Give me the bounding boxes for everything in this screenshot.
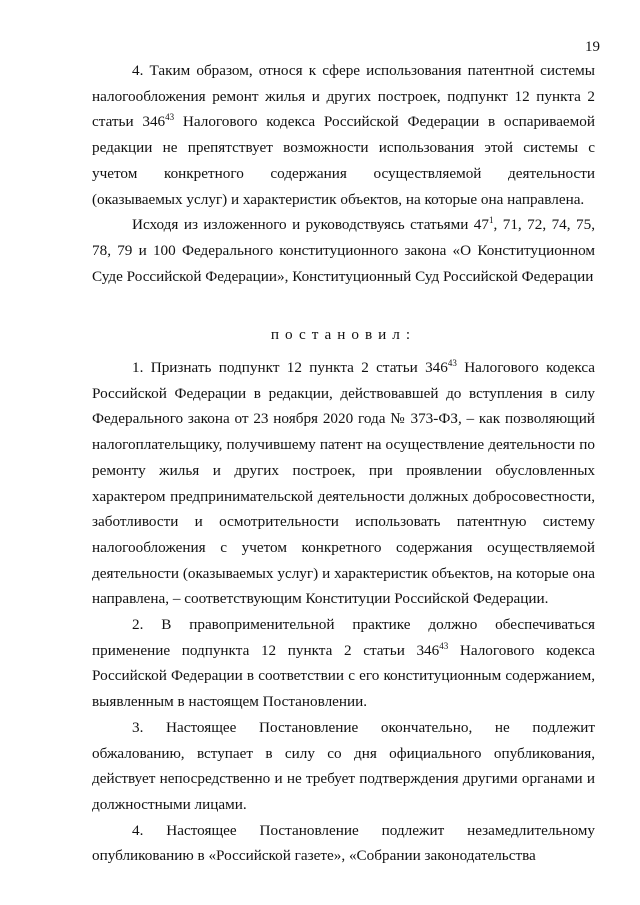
paragraph-text-continued: Налогового кодекса Российской Федерации в редакции, действовавшей до вступления в силу Федерального закона от 23 ноября 2020 года № 373-ФЗ, – как позволяющий налогоплательщику, получившему патент на осуществление деятельности по ремонту жилья и других построек, при проявлении обусловленных характером предпринимательской деятельности должных добросовестности, заботливости и осмотрительности использовать патентную систему налогообложения с учетом конкретного содержания осуществляемой деятельности (оказываемых услуг) и характеристик объектов, на которые она направлена, – соответствующим Конституции Российской Федерации. — [92, 359, 595, 608]
paragraph-text: 2. В правоприменительной практике должно обеспечиваться применение подпункта 12 пункта 2 статьи 346 — [92, 616, 595, 659]
article-superscript: 43 — [439, 640, 449, 651]
paragraph-text-continued: Налогового кодекса Российской Федерации в соответствии с его конституционным содержанием, выявленным в настоящем Постановлении. — [92, 641, 595, 711]
document-body — [92, 58, 595, 869]
page-number: 19 — [585, 39, 600, 55]
paragraph-item-3 — [92, 715, 595, 818]
decree-heading: постановил: — [270, 326, 417, 344]
paragraph-item-4 — [92, 818, 595, 869]
paragraph-conclusion — [92, 58, 595, 212]
article-superscript: 43 — [165, 112, 175, 123]
paragraph-text: 3. Настоящее Постановление окончательно, не подлежит обжалованию, вступает в силу со дня официального опубликования, действует непосредственно и не требует подтверждения другими органами и должностными лицами. — [92, 718, 595, 813]
article-superscript: 43 — [447, 358, 457, 369]
paragraph-text-continued: Налогового кодекса Российской Федерации в оспариваемой редакции не препятствует возможности использования этой системы с учетом конкретного содержания осуществляемой деятельности (оказываемых услуг) и характеристик объектов, на которые она направлена. — [92, 113, 596, 208]
paragraph-item-1 — [92, 355, 595, 612]
paragraph-text: 4. Таким образом, относя к сфере использования патентной системы налогообложения ремонт жилья и других построек, подпункт 12 пункта 2 статьи 346 — [92, 62, 595, 131]
paragraph-text: 1. Признать подпункт 12 пункта 2 статьи 346 — [132, 359, 448, 377]
paragraph-text: Исходя из изложенного и руководствуясь статьями 47 — [132, 216, 489, 234]
article-superscript: 1 — [488, 215, 494, 226]
paragraph-item-2 — [92, 612, 595, 715]
paragraph-grounds — [92, 212, 595, 289]
paragraph-text-continued: , 71, 72, 74, 75, 78, 79 и 100 Федерального конституционного закона «О Конституционном Суде Российской Федерации», Конституционный Суд Российской Федерации — [92, 216, 595, 285]
paragraph-text: 4. Настоящее Постановление подлежит незамедлительному опубликованию в «Российской газете», «Собрании законодательства — [92, 821, 595, 865]
